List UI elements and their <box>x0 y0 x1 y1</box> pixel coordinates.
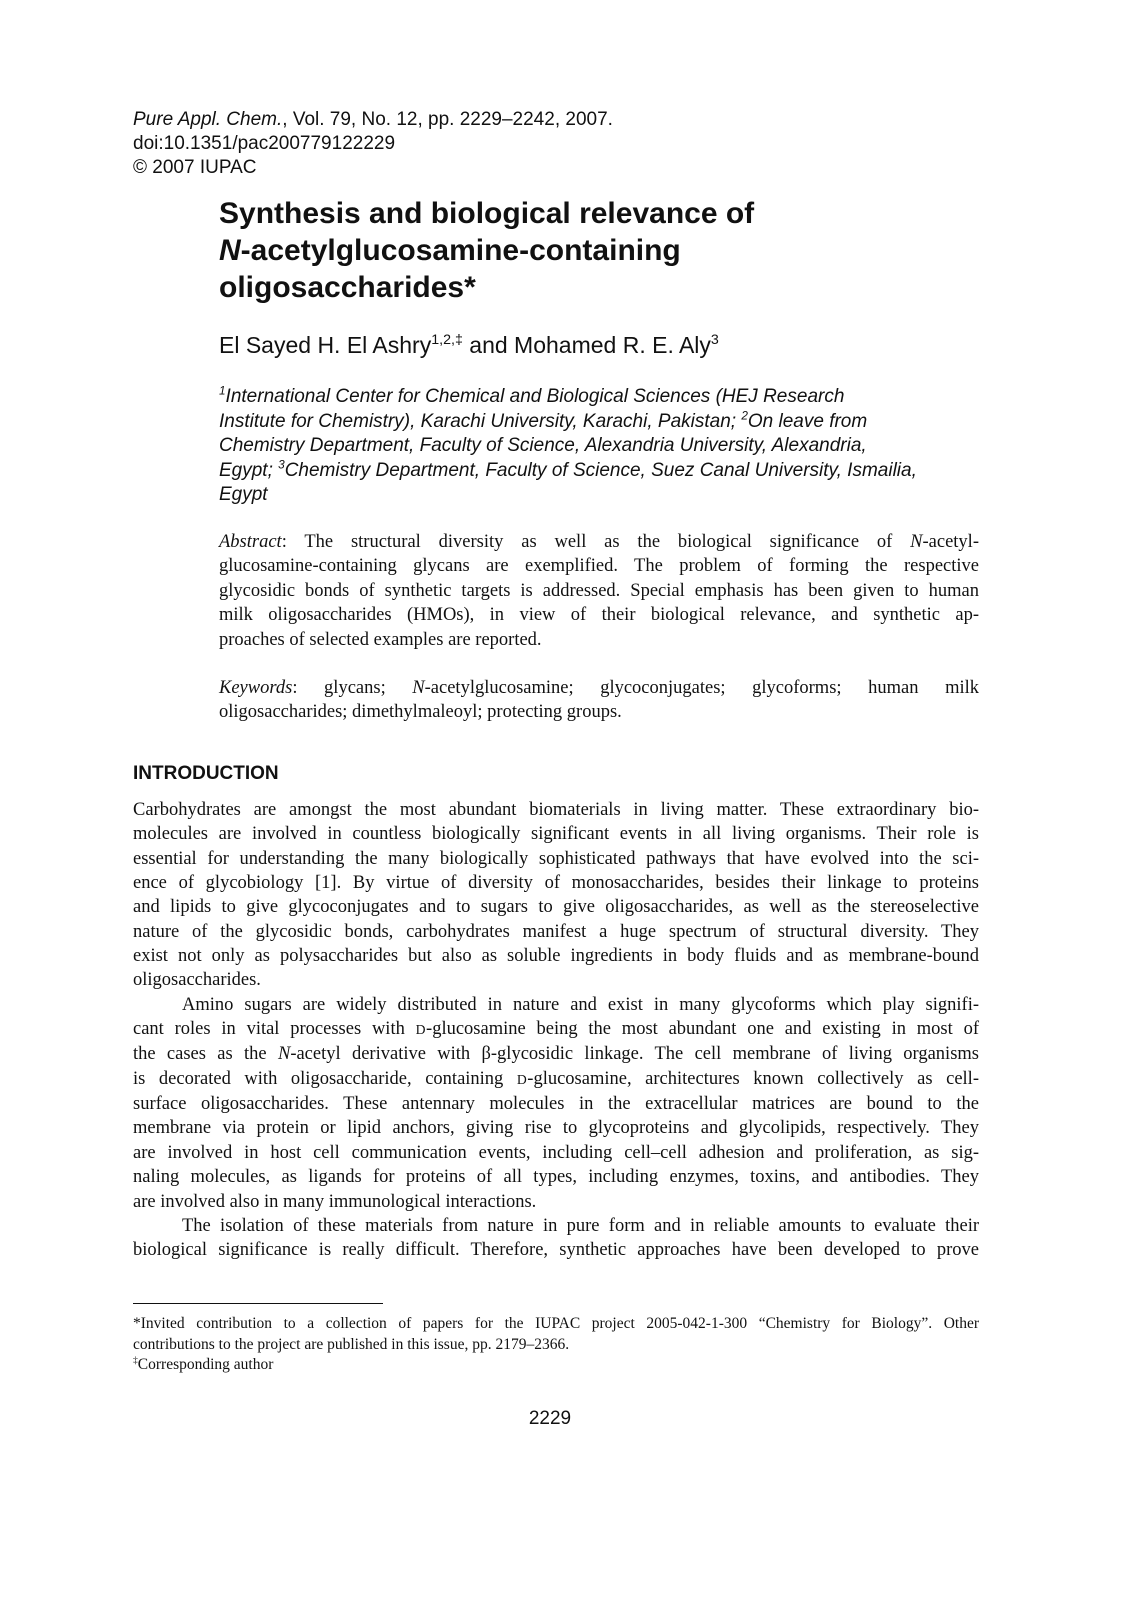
abstract-line: glucosamine-containing glycans are exemplified. The problem of forming the respective <box>219 556 979 577</box>
journal-citation <box>133 108 613 180</box>
keywords-text: : glycans; <box>292 678 413 698</box>
keywords-line: oligosaccharides; dimethylmaleoyl; protecting groups. <box>219 702 622 723</box>
body-line: oligosaccharides. <box>133 970 261 991</box>
title-line-3: oligosaccharides* <box>219 271 476 304</box>
keywords <box>219 676 979 725</box>
body-text-run: the cases as the <box>133 1044 278 1065</box>
affiliation-text: On leave from <box>747 410 868 432</box>
body-line <box>133 1067 979 1092</box>
body-text-run: is decorated with oligosaccharide, containing <box>133 1068 517 1089</box>
affiliation-text: Institute for Chemistry), Karachi University, Karachi, Pakistan; <box>219 410 742 432</box>
body-line: exist not only as polysaccharides but also as soluble ingredients in body fluids and as membrane-bound <box>133 946 979 967</box>
title-line-2 <box>219 232 979 269</box>
abstract-line: glycosidic bonds of synthetic targets is addressed. Special emphasis has been given to human <box>219 580 979 601</box>
body-line: are involved in host cell communication events, including cell–cell adhesion and proliferation, as sig- <box>133 1142 979 1163</box>
keywords-italic: N <box>412 678 425 698</box>
title-italic-n: N <box>219 234 241 267</box>
affiliation-text: Egypt; <box>219 459 279 481</box>
affiliation-line <box>219 459 979 484</box>
body-line: ence of glycobiology [1]. By virtue of diversity of monosaccharides, besides their linkage to proteins <box>133 873 979 894</box>
page-number: 2229 <box>528 1408 572 1429</box>
abstract-label: Abstract <box>219 532 282 552</box>
affiliation-line: Egypt <box>219 484 268 505</box>
doi: doi:10.1351/pac200779122229 <box>133 133 396 154</box>
affiliation-line <box>219 410 979 435</box>
title-line-2-text: -acetylglucosamine-containing <box>240 234 681 267</box>
citation-details: , Vol. 79, No. 12, pp. 2229–2242, 2007. <box>282 109 613 130</box>
small-caps-d: D <box>516 1071 528 1087</box>
body-text-run: -acetyl derivative with β-glycosidic linkage. The cell membrane of living organisms <box>290 1044 979 1065</box>
body-line: molecules are involved in countless biologically significant events in all living organisms. Their role is <box>133 824 979 845</box>
keywords-text: -acetylglucosamine; glycoconjugates; glycoforms; human milk <box>424 678 979 698</box>
small-caps-d: D <box>415 1022 427 1038</box>
author-2: and Mohamed R. E. Aly <box>462 332 711 358</box>
section-heading: INTRODUCTION <box>133 763 279 784</box>
body-text-run: -glucosamine being the most abundant one and existing in most of <box>426 1019 979 1040</box>
body-line: Carbohydrates are amongst the most abundant biomaterials in living matter. These extraordinary bio- <box>133 800 979 820</box>
footnote-line <box>133 1355 979 1376</box>
copyright: © 2007 IUPAC <box>133 157 257 178</box>
body-text-run: -glucosamine, architectures known collectively as cell- <box>527 1068 979 1089</box>
author-2-affiliation-mark: 3 <box>710 332 719 349</box>
body-line: are involved also in many immunological interactions. <box>133 1191 537 1212</box>
affiliation-line <box>219 385 979 410</box>
authors <box>219 330 719 360</box>
body-line <box>133 1017 979 1042</box>
abstract-line <box>219 530 979 554</box>
paper-title <box>219 195 979 306</box>
footnote-separator <box>133 1303 383 1304</box>
footnote-text: Corresponding author <box>137 1356 274 1373</box>
author-1-affiliation-marks: 1,2,‡ <box>431 332 463 349</box>
body-line: and lipids to give glycoconjugates and to sugars to give oligosaccharides, as well as the stereoselective <box>133 897 979 918</box>
footnote-line: *Invited contribution to a collection of papers for the IUPAC project 2005-042-1-300 “Chemistry for Biology”. Other <box>133 1315 979 1332</box>
footnote-line: contributions to the project are published in this issue, pp. 2179–2366. <box>133 1335 570 1353</box>
body-line: membrane via protein or lipid anchors, giving rise to glycoproteins and glycolipids, respectively. They <box>133 1118 979 1139</box>
affiliation-mark: 1 <box>219 384 226 398</box>
body-line: Amino sugars are widely distributed in nature and exist in many glycoforms which play signifi- <box>182 994 979 1015</box>
body-line: The isolation of these materials from nature in pure form and in reliable amounts to evaluate their <box>182 1215 979 1236</box>
body-line: naling molecules, as ligands for proteins of all types, including enzymes, toxins, and antibodies. They <box>133 1167 979 1188</box>
keywords-line <box>219 676 979 700</box>
footnotes <box>133 1314 979 1376</box>
title-line-1: Synthesis and biological relevance of <box>219 197 755 230</box>
citation-line <box>133 108 613 132</box>
abstract-line: milk oligosaccharides (HMOs), in view of their biological relevance, and synthetic ap- <box>219 605 979 626</box>
body-italic: N <box>277 1044 291 1065</box>
abstract-line: proaches of selected examples are reported. <box>219 629 542 650</box>
affiliations <box>219 385 979 508</box>
abstract-text: : The structural diversity as well as the biological significance of <box>281 532 911 552</box>
abstract-italic: N <box>910 532 923 552</box>
dagger-mark: ‡ <box>133 1355 138 1367</box>
author-1: El Sayed H. El Ashry <box>219 332 432 358</box>
body-line: essential for understanding the many biologically sophisticated pathways that have evolved into the sci- <box>133 848 979 869</box>
body-text <box>133 798 979 1263</box>
abstract-text: -acetyl- <box>922 532 979 552</box>
body-line <box>133 1042 979 1066</box>
body-line: biological significance is really difficult. Therefore, synthetic approaches have been developed to prove <box>133 1240 979 1261</box>
affiliation-line: Chemistry Department, Faculty of Science, Alexandria University, Alexandria, <box>219 435 867 456</box>
abstract <box>219 530 979 652</box>
affiliation-mark: 3 <box>278 458 285 472</box>
affiliation-mark: 2 <box>741 409 748 423</box>
body-line: surface oligosaccharides. These antennary molecules in the extracellular matrices are bound to the <box>133 1094 979 1115</box>
body-text-run: cant roles in vital processes with <box>133 1019 416 1040</box>
affiliation-text: Chemistry Department, Faculty of Science, Suez Canal University, Ismailia, <box>284 459 917 481</box>
journal-name: Pure Appl. Chem. <box>133 109 283 130</box>
affiliation-text: International Center for Chemical and Biological Sciences (HEJ Research <box>225 386 845 407</box>
keywords-label: Keywords <box>219 678 293 698</box>
body-line: nature of the glycosidic bonds, carbohydrates manifest a huge spectrum of structural diversity. They <box>133 921 979 942</box>
